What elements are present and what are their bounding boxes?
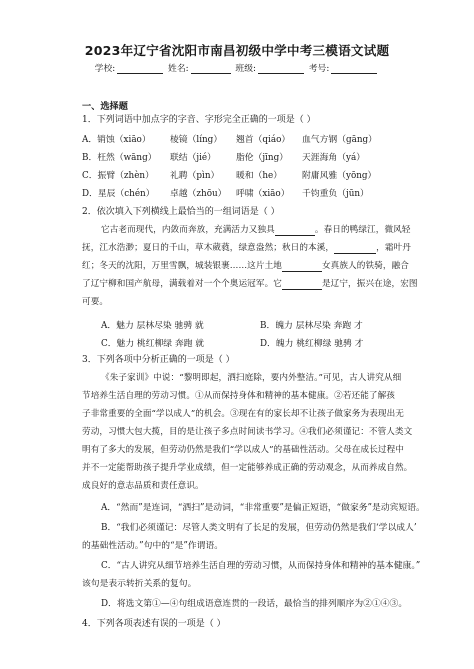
q2-option-d: D．魄力 桃红柳绿 驰骋 才 [260, 339, 364, 349]
q1-stem: 1．下列词语中加点字的字音、字形完全正确的一项是（ ） [82, 115, 316, 125]
q3-option-c-line1: C．“古人讲究从细节培养生活自理的劳动习惯，从而保持身体和精神的基本健康。” [101, 561, 421, 571]
school-label: 学校: [94, 64, 116, 74]
q4-stem: 4．下列各项表述有误的一项是（ ） [82, 619, 226, 629]
class-blank[interactable] [258, 64, 304, 74]
q2-option-c: C．魅力 桃红柳绿 奔跑 就 [101, 339, 205, 349]
q2-option-a: A．魅力 层林尽染 驰骋 就 [101, 321, 204, 331]
number-label: 考号: [308, 64, 330, 74]
blank-1[interactable] [275, 225, 315, 236]
q3-option-b-line1: B．“我们必须谨记：尽管人类文明有了长足的发展，但劳动仍然是我们‘学以成人’ [101, 523, 417, 533]
q3-option-d: D．将选文第①—④句组成语意连贯的一段话，最恰当的排列顺序为②①④③。 [101, 599, 408, 609]
blank-3[interactable] [282, 261, 322, 272]
q3-option-b-line2: 的基础性活动。”句中的“是”作谓语。 [82, 541, 224, 551]
blank-2[interactable] [334, 243, 376, 254]
name-blank[interactable] [191, 64, 231, 74]
blank-4[interactable] [282, 279, 322, 290]
q2-option-b: B．魄力 层林尽染 奔跑 才 [260, 321, 363, 331]
class-label: 班级: [235, 64, 256, 74]
student-info-line [0, 61, 474, 74]
q3-stem: 3．下列各项中分析正确的一项是（ ） [82, 355, 235, 365]
name-label: 姓名: [168, 64, 189, 74]
q3-option-a: A．“然而”是连词，“洒扫”是动词，“非常重要”是偏正短语，“做家务”是动宾短语。 [101, 503, 425, 513]
exam-title: 2023年辽宁省沈阳市南昌初级中学中考三模语文试题 [84, 43, 390, 58]
q3-option-c-line2: 该句是表示转折关系的复句。 [82, 579, 197, 589]
exam-page: 2023年辽宁省沈阳市南昌初级中学中考三模语文试题 学校: 姓名: 班级: 考号: 一、选择题 1．下列词语中加点字的字音、字形完全正确的一项是（ ） A．销蚀（xiāo） 棱镜（líng） 翘首（qiáo） 血气方钢（gāng） B．枉然（wāng） 联结（jié） 脂伦（jīng） 天涯海角（yá） C．振臂（zhèn） 礼聘（pìn） 暖和（he） 附庸风雅（yōng） D．星辰（chén） 卓越（zhōu） 呼啸（xiāo） 千钧重负（jūn） 2．依次填入下列横线上最恰当的一组词语是（ ） 它古老而现代，内敛而奔放，充满活力又独具 。春日的鸭绿江，微风轻 抚，江水浩渺；夏日的千山，草木葳蕤，绿意盎然；秋日的本溪， ，霜叶丹 红；冬天的沈阳，万里雪飘，城装银裹……这片土地 女真族人的铁骑，融合 了辽宁柳和国产航母，满载着对一个个奥运冠军。它 是辽宁，振兴在途，宏图 可要。 A．魅力 层林尽染 驰骋 就 B．魄力 层林尽染 奔跑 才 C．魅力 桃红柳绿 奔跑 就 D．魄力 桃红柳绿 驰骋 才 3．下列各项中分析正确的一项是（ ） 《朱子家训》中说：“黎明即起，洒扫庭除，要内外整洁。”可见，古人讲究从细 节培养生活自理的劳动习惯。①从而保持身体和精神的基本健康。②若还能了解孩 子非常重要的全面“学以成人”的机会。③现在有的家长却不让孩子做家务为表现出无 劳动，习惯大包大揽，目的是让孩子多点时间读书学习。④我们必须谨记：不管人类文 明有了多大的发展，但劳动仍然是我们“学以成人”的基础性活动。父母在成长过程中 并不一定能帮助孩子提升学业成绩，但一定能够养成正确的劳动观念，从而养成自然。 成良好的意志品质和责任意识。 A．“然而”是连词，“洒扫”是动词，“非常重要”是偏正短语，“做家务”是动宾短语。 B．“我们必须谨记：尽管人类文明有了长足的发展，但劳动仍然是我们‘学以成人’ 的基础性活动。”句中的“是”作谓语。 C．“古人讲究从细节培养生活自理的劳动习惯，从而保持身体和精神的基本健康。” 该句是表示转折关系的复句。 D．将选文第①—④句组成语意连贯的一段话，最恰当的排列顺序为②①④③。 4．下列各项表述有误的一项是（ ） [0, 0, 474, 669]
q2-stem: 2．依次填入下列横线上最恰当的一组词语是（ ） [82, 207, 280, 217]
number-blank[interactable] [331, 64, 377, 74]
school-blank[interactable] [117, 64, 163, 74]
section-heading: 一、选择题 [82, 101, 128, 112]
